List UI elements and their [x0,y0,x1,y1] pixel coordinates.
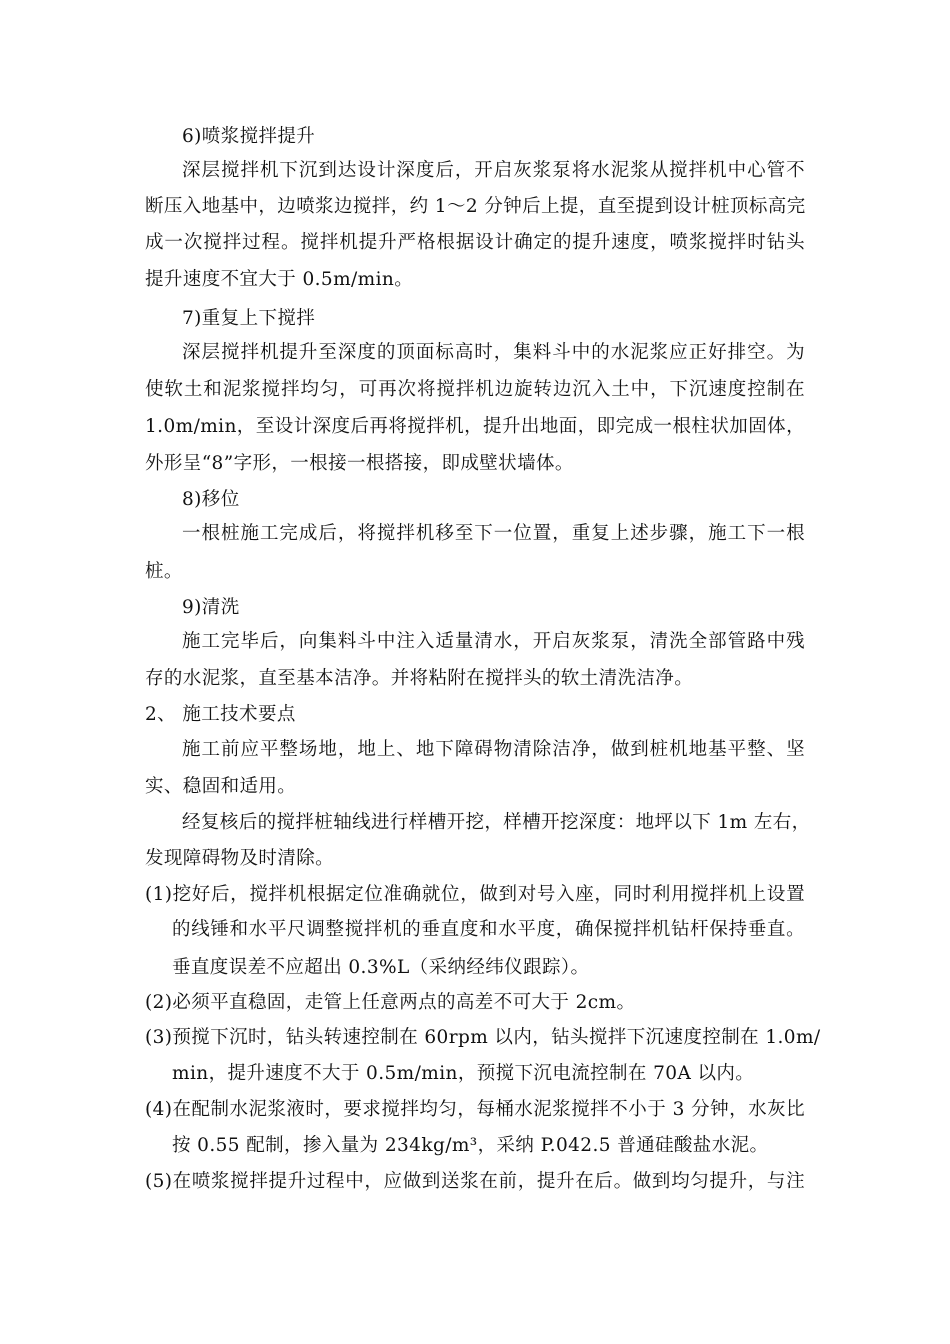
list-item-5: (5)在喷浆搅拌提升过程中，应做到送浆在前，提升在后。做到均匀提升，与注 [145,1171,805,1192]
list-item-4: (4)在配制水泥浆液时，要求搅拌均匀，每桶水泥浆搅拌不小于 3 分钟，水灰比 [145,1099,805,1120]
paragraph-line: 桩。 [145,561,183,582]
paragraph-line: 施工完毕后，向集料斗中注入适量清水，开启灰浆泵，清洗全部管路中残 [182,631,805,652]
paragraph-line: 发现障碍物及时清除。 [145,848,335,869]
paragraph-line: 深层搅拌机下沉到达设计深度后，开启灰浆泵将水泥浆从搅拌机中心管不 [182,160,805,181]
list-item-1-cont: 的线锤和水平尺调整搅拌机的垂直度和水平度，确保搅拌机钻杆保持垂直。 [172,919,805,940]
list-item-3: (3)预搅下沉时，钻头转速控制在 60rpm 以内，钻头搅拌下沉速度控制在 1.0m/ [145,1027,821,1048]
section-heading-2: 2、 施工技术要点 [145,704,296,725]
section-heading-7: 7)重复上下搅拌 [182,308,316,329]
paragraph-line: 成一次搅拌过程。搅拌机提升严格根据设计确定的提升速度，喷浆搅拌时钻头 [145,232,805,253]
section-heading-8: 8)移位 [182,489,240,510]
list-item-4-cont: 按 0.55 配制，掺入量为 234kg/m³，采纳 P.042.5 普通硅酸盐水泥。 [172,1135,769,1156]
paragraph-line: 1.0m/min，至设计深度后再将搅拌机，提升出地面，即完成一根柱状加固体， [145,416,805,437]
paragraph-line: 存的水泥浆，直至基本洁净。并将粘附在搅拌头的软土清洗洁净。 [145,668,694,689]
paragraph-line: 使软土和泥浆搅拌均匀，可再次将搅拌机边旋转边沉入土中，下沉速度控制在 [145,379,805,400]
list-item-1-cont: 垂直度误差不应超出 0.3%L（采纳经纬仪跟踪）。 [172,957,590,978]
paragraph-line: 经复核后的搅拌桩轴线进行样槽开挖，样槽开挖深度：地坪以下 1m 左右， [182,812,811,833]
paragraph-line: 提升速度不宜大于 0.5m/min。 [145,269,414,290]
paragraph-line: 外形呈“8”字形，一根接一根搭接，即成壁状墙体。 [145,453,574,474]
paragraph-line: 深层搅拌机提升至深度的顶面标高时，集料斗中的水泥浆应正好排空。为 [182,342,805,363]
list-item-1: (1)挖好后，搅拌机根据定位准确就位，做到对号入座，同时利用搅拌机上设置 [145,884,805,905]
section-heading-9: 9)清洗 [182,597,240,618]
paragraph-line: 断压入地基中，边喷浆边搅拌，约 1～2 分钟后上提，直至提到设计桩顶标高完 [145,196,806,217]
paragraph-line: 施工前应平整场地，地上、地下障碍物清除洁净，做到桩机地基平整、坚 [182,739,805,760]
section-heading-6: 6)喷浆搅拌提升 [182,126,316,147]
paragraph-line: 一根桩施工完成后，将搅拌机移至下一位置，重复上述步骤，施工下一根 [182,523,805,544]
list-item-2: (2)必须平直稳固，走管上任意两点的高差不可大于 2cm。 [145,992,636,1013]
list-item-3-cont: min，提升速度不大于 0.5m/min，预搅下沉电流控制在 70A 以内。 [172,1063,755,1084]
paragraph-line: 实、稳固和适用。 [145,776,297,797]
